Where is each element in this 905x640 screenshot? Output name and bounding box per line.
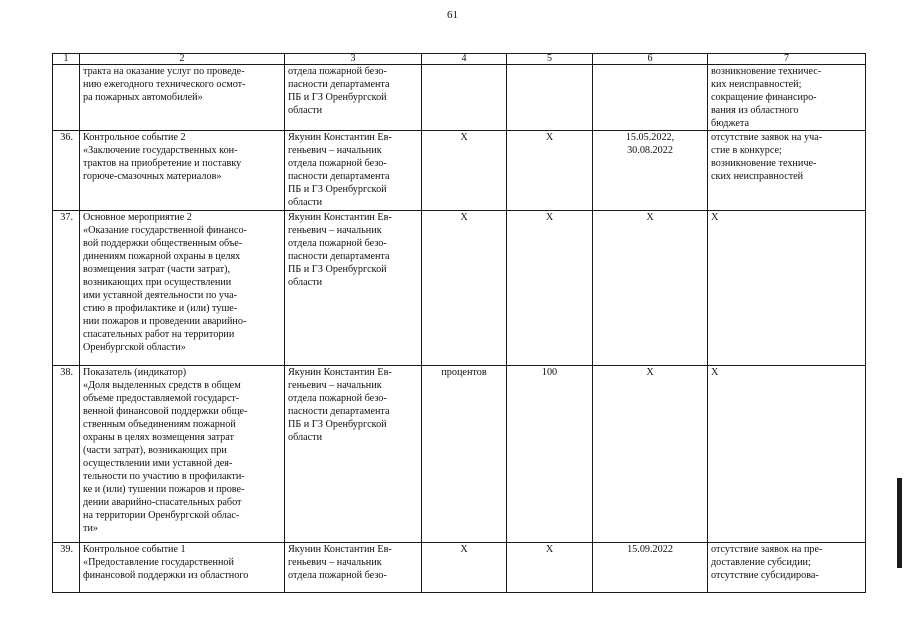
responsible-person-cell	[285, 131, 422, 211]
table-row	[53, 65, 866, 131]
cell-text-line: ра пожарных автомобилей»	[83, 92, 203, 103]
cell-text-line: Х	[711, 212, 719, 223]
cell-text-line: Якунин Константин Ев-	[288, 367, 392, 378]
date-cell	[593, 65, 708, 131]
cell-text-line: процентов	[441, 367, 487, 378]
table-header-row	[53, 54, 866, 65]
cell-text-line: Х	[646, 212, 654, 223]
table-body	[53, 54, 866, 593]
cell-text-line: «Заключение государственных кон-	[83, 145, 238, 156]
event-name-cell	[80, 366, 285, 543]
cell-text-line: Х	[460, 212, 468, 223]
cell-text-line: отсутствие заявок на уча-	[711, 132, 823, 143]
value-cell	[507, 543, 593, 593]
cell-text-line: отдела пожарной безо-	[288, 238, 387, 249]
cell-text-line: 30.08.2022	[627, 145, 673, 156]
cell-text-line: возмещения затрат (части затрат),	[83, 264, 231, 275]
cell-text-line: «Предоставление государственной	[83, 557, 234, 568]
responsible-person-cell	[285, 65, 422, 131]
cell-text-line: охраны в целях возмещения затрат	[83, 432, 234, 443]
cell-text-line: отсутствие заявок на пре-	[711, 544, 823, 555]
cell-text-line: Якунин Константин Ев-	[288, 212, 392, 223]
cell-text-line: сокращение финансиро-	[711, 92, 817, 103]
responsible-person-cell	[285, 211, 422, 366]
cell-text-line: дении аварийно-спасательных работ	[83, 497, 242, 508]
cell-text-line: Показатель (индикатор)	[83, 367, 187, 378]
responsible-person-cell	[285, 543, 422, 593]
cell-text-line: ПБ и ГЗ Оренбургской	[288, 419, 387, 430]
cell-text-line: отдела пожарной безо-	[288, 66, 387, 77]
cell-text-line: геньевич – начальник	[288, 557, 382, 568]
cell-text-line: возникающих при осуществлении	[83, 277, 232, 288]
cell-text-line: осуществлении ими уставной дея-	[83, 458, 233, 469]
date-cell	[593, 131, 708, 211]
cell-text-line: нию ежегодного технического осмот-	[83, 79, 246, 90]
cell-text-line: спасательных работ на территории	[83, 329, 235, 340]
cell-text-line: области	[288, 105, 323, 116]
cell-text-line: Якунин Константин Ев-	[288, 544, 392, 555]
column-header: 3	[285, 54, 422, 65]
cell-text-line: доставление субсидии;	[711, 557, 811, 568]
row-number-cell: 39.	[53, 543, 80, 593]
unit-cell	[422, 131, 507, 211]
cell-text-line: отсутствие субсидирова-	[711, 570, 819, 581]
cell-text-line: 15.09.2022	[627, 544, 673, 555]
page-bottom-margin	[0, 594, 905, 640]
cell-text-line: Оренбургской области»	[83, 342, 186, 353]
cell-text-line: области	[288, 432, 323, 443]
cell-text-line: «Доля выделенных средств в общем	[83, 380, 241, 391]
page-number: 61	[447, 9, 458, 21]
cell-text-line: ке и (или) тушении пожаров и прове-	[83, 484, 245, 495]
responsible-person-cell	[285, 366, 422, 543]
cell-text-line: ПБ и ГЗ Оренбургской	[288, 264, 387, 275]
cell-text-line: трактов на приобретение и поставку	[83, 158, 242, 169]
cell-text-line: вой поддержки общественным объе-	[83, 238, 243, 249]
column-header: 2	[80, 54, 285, 65]
cell-text-line: финансовой поддержки из областного	[83, 570, 249, 581]
cell-text-line: Х	[545, 132, 554, 143]
cell-text-line: ПБ и ГЗ Оренбургской	[288, 184, 387, 195]
cell-text-line: ими уставной деятельности по уча-	[83, 290, 238, 301]
cell-text-line: объеме предоставляемой государст-	[83, 393, 240, 404]
cell-text-line: ственным объединениям пожарной	[83, 419, 236, 430]
cell-text-line: стию в профилактике и (или) туше-	[83, 303, 238, 314]
cell-text-line: нии пожаров и проведении аварийно-	[83, 316, 247, 327]
unit-cell	[422, 366, 507, 543]
cell-text-line: Х	[545, 544, 554, 555]
cell-text-line: Контрольное событие 1	[83, 544, 186, 555]
plan-table	[52, 53, 866, 593]
cell-text-line: пасности департамента	[288, 251, 390, 262]
risk-cell	[708, 131, 866, 211]
column-header: 5	[507, 54, 593, 65]
cell-text-line: области	[288, 197, 323, 208]
cell-text-line: Х	[646, 367, 654, 378]
cell-text-line: вания из областного	[711, 105, 799, 116]
event-name-cell	[80, 65, 285, 131]
date-cell	[593, 543, 708, 593]
cell-text-line: Х	[460, 132, 468, 143]
row-number-cell	[53, 65, 80, 131]
cell-text-line: Основное мероприятие 2	[83, 212, 192, 223]
cell-text-line: геньевич – начальник	[288, 380, 382, 391]
cell-text-line: динениям пожарной охраны в целях	[83, 251, 241, 262]
cell-text-line: пасности департамента	[288, 406, 390, 417]
cell-text-line: (части затрат), возникающих при	[83, 445, 227, 456]
risk-cell	[708, 211, 866, 366]
column-header: 1	[53, 54, 80, 65]
cell-text-line: возникновение техниче-	[711, 158, 817, 169]
value-cell	[507, 65, 593, 131]
table-row	[53, 366, 866, 543]
cell-text-line: стие в конкурсе;	[711, 145, 782, 156]
event-name-cell	[80, 543, 285, 593]
cell-text-line: 15.05.2022,	[625, 132, 675, 143]
cell-text-line: области	[288, 277, 323, 288]
row-number-cell: 37.	[53, 211, 80, 366]
cell-text-line: возникновение техничес-	[711, 66, 822, 77]
value-cell	[507, 131, 593, 211]
cell-text-line: отдела пожарной безо-	[288, 158, 387, 169]
risk-cell	[708, 543, 866, 593]
date-cell	[593, 366, 708, 543]
column-header: 6	[593, 54, 708, 65]
cell-text-line: Х	[545, 212, 554, 223]
unit-cell	[422, 211, 507, 366]
cell-text-line: на территории Оренбургской облас-	[83, 510, 240, 521]
event-name-cell	[80, 211, 285, 366]
cell-text-line: тракта на оказание услуг по проведе-	[83, 66, 245, 77]
cell-text-line: геньевич – начальник	[288, 145, 382, 156]
cell-text-line: 100	[541, 367, 558, 378]
value-cell	[507, 211, 593, 366]
cell-text-line: «Оказание государственной финансо-	[83, 225, 247, 236]
row-number-cell: 36.	[53, 131, 80, 211]
cell-text-line: пасности департамента	[288, 171, 390, 182]
risk-cell	[708, 65, 866, 131]
cell-text-line: ких неисправностей;	[711, 79, 802, 90]
cell-text-line: геньевич – начальник	[288, 225, 382, 236]
cell-text-line: Х	[460, 544, 468, 555]
cell-text-line: ти»	[83, 523, 98, 534]
cell-text-line: Якунин Константин Ев-	[288, 132, 392, 143]
cell-text-line: пасности департамента	[288, 79, 390, 90]
column-header: 7	[708, 54, 866, 65]
cell-text-line: Х	[711, 367, 719, 378]
table-row	[53, 131, 866, 211]
cell-text-line: венной финансовой поддержки обще-	[83, 406, 248, 417]
table-row	[53, 543, 866, 593]
cell-text-line: ских неисправностей	[711, 171, 804, 182]
cell-text-line: ПБ и ГЗ Оренбургской	[288, 92, 387, 103]
row-number-cell: 38.	[53, 366, 80, 543]
unit-cell	[422, 65, 507, 131]
scan-edge-mark	[897, 478, 902, 568]
value-cell	[507, 366, 593, 543]
table-row	[53, 211, 866, 366]
date-cell	[593, 211, 708, 366]
cell-text-line: отдела пожарной безо-	[288, 570, 387, 581]
cell-text-line: тельности по участию в профилакти-	[83, 471, 245, 482]
cell-text-line: Контрольное событие 2	[83, 132, 186, 143]
cell-text-line: отдела пожарной безо-	[288, 393, 387, 404]
cell-text-line: горюче-смазочных материалов»	[83, 171, 222, 182]
cell-text-line: бюджета	[711, 118, 749, 129]
risk-cell	[708, 366, 866, 543]
column-header: 4	[422, 54, 507, 65]
event-name-cell	[80, 131, 285, 211]
unit-cell	[422, 543, 507, 593]
